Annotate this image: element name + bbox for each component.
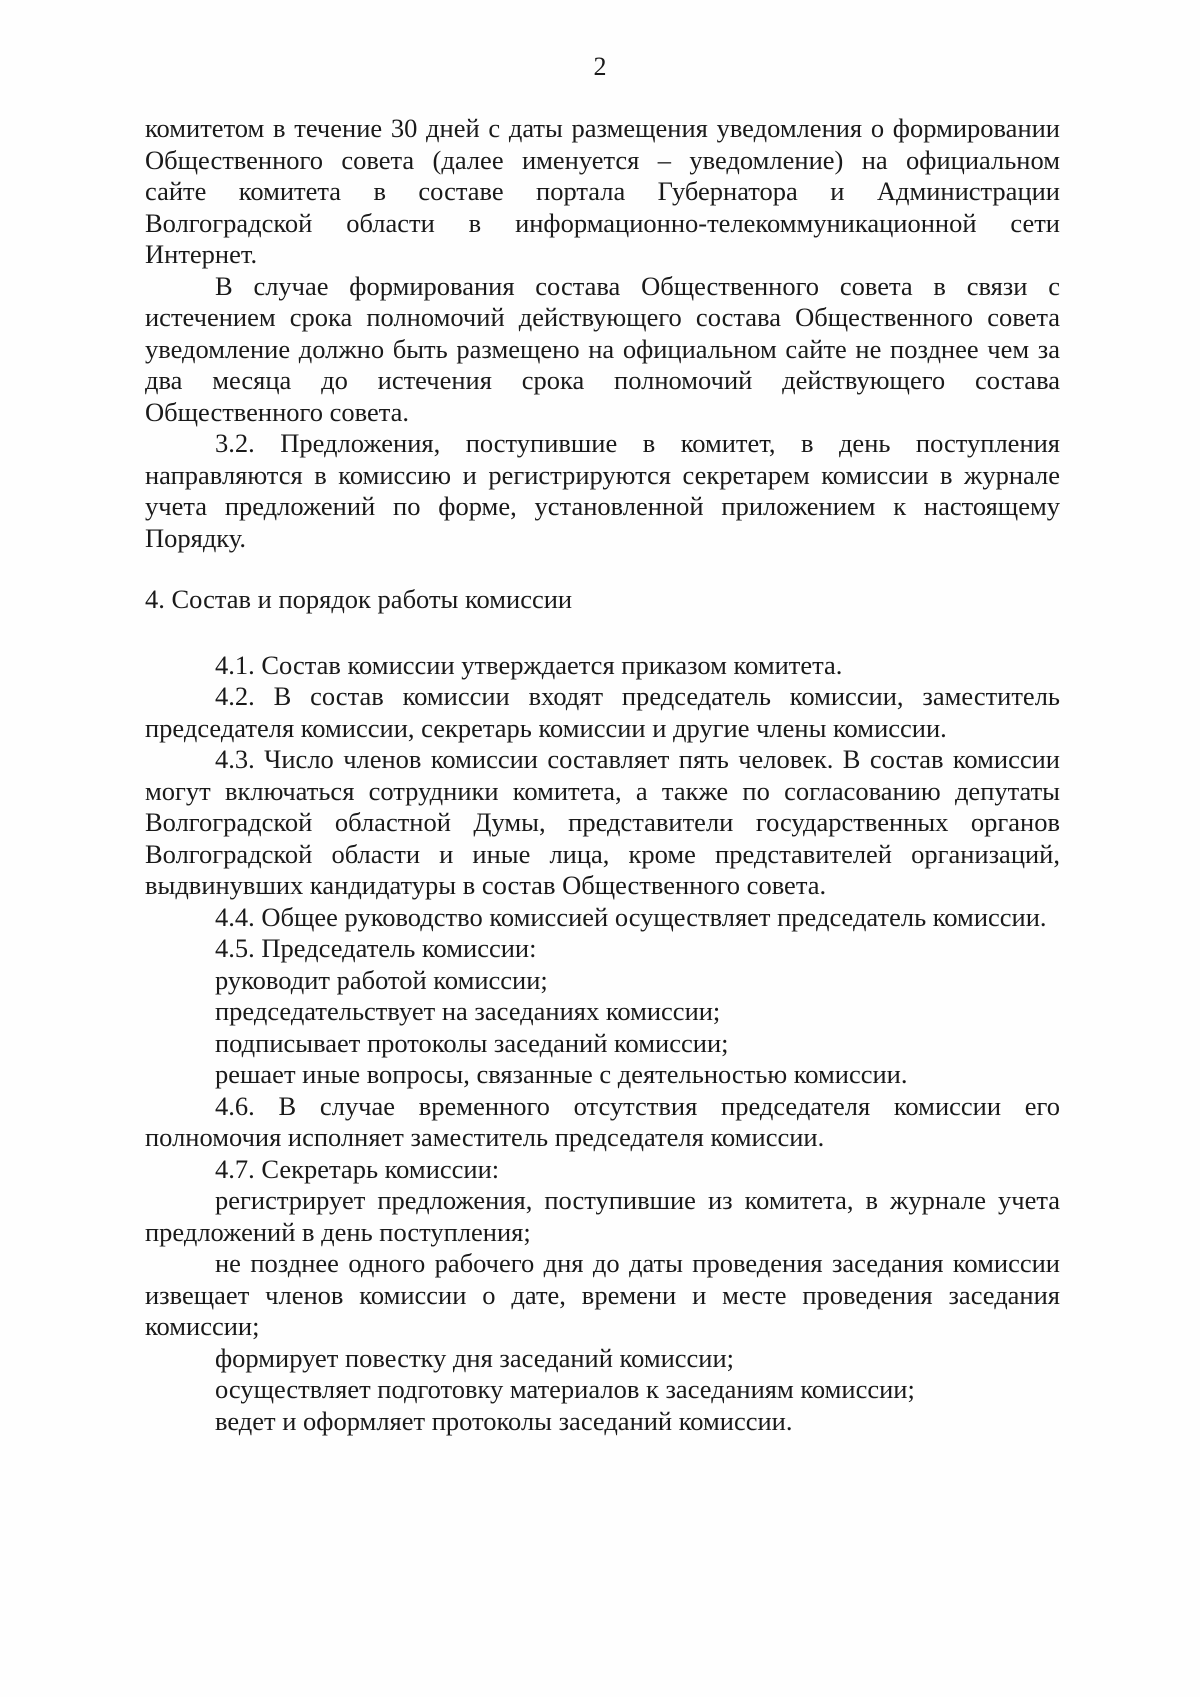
paragraph-4-2: 4.2. В состав комиссии входят председатель комиссии, заместитель председателя комиссии, секретарь комиссии и другие члены комиссии.: [145, 681, 1060, 743]
list-item: не позднее одного рабочего дня до даты проведения заседания комиссии извещает членов комиссии о дате, времени и месте проведения заседания комиссии;: [145, 1248, 1060, 1341]
list-item: председательствует на заседаниях комиссии;: [215, 996, 721, 1026]
paragraph-4-3: 4.3. Число членов комиссии составляет пять человек. В состав комиссии могут включаться сотрудники комитета, а также по согласованию депутаты Волгоградской областной Думы, представители государственных органов Волгоградской области и иные лица, кроме представителей организаций, выдвинувших кандидатуры в состав Общественного совета.: [145, 744, 1060, 900]
list-item: руководит работой комиссии;: [215, 964, 548, 995]
list-item: формирует повестку дня заседаний комиссии;: [215, 1342, 735, 1373]
paragraph-4-1: 4.1. Состав комиссии утверждается приказом комитета.: [215, 649, 843, 680]
list-item: регистрирует предложения, поступившие из комитета, в журнале учета предложений в день поступления;: [145, 1185, 1060, 1247]
list-item: решает иные вопросы, связанные с деятельностью комиссии.: [215, 1059, 908, 1089]
list-item: подписывает протоколы заседаний комиссии;: [215, 1027, 729, 1058]
paragraph-4-7: 4.7. Секретарь комиссии:: [215, 1153, 500, 1184]
paragraph-3-2: 3.2. Предложения, поступившие в комитет, в день поступления направляются в комиссию и регистрируются секретарем комиссии в журнале учета предложений по форме, установленной приложением к настоящему Порядку.: [145, 428, 1060, 553]
list-item: ведет и оформляет протоколы заседаний комиссии.: [215, 1405, 793, 1436]
paragraph-4-4: 4.4. Общее руководство комиссией осуществляет председатель комиссии.: [215, 901, 1047, 932]
page-number: 2: [593, 52, 607, 81]
paragraph-4-6: 4.6. В случае временного отсутствия председателя комиссии его полномочия исполняет заместитель председателя комиссии.: [145, 1090, 1060, 1152]
section-4-heading: 4. Состав и порядок работы комиссии: [145, 584, 573, 614]
list-item: осуществляет подготовку материалов к заседаниям комиссии;: [215, 1374, 915, 1404]
paragraph-4-5: 4.5. Председатель комиссии:: [215, 933, 537, 963]
document-body: [145, 113, 1060, 1437]
paragraph-council-formation: В случае формирования состава Общественного совета в связи с истечением срока полномочий действующего состава Общественного совета уведомление должно быть размещено на официальном сайте не позднее чем за два месяца до истечения срока полномочий действующего состава Общественного совета.: [145, 270, 1060, 427]
paragraph-continuation: комитетом в течение 30 дней с даты размещения уведомления о формировании Общественного совета (далее именуется – уведомление) на официальном сайте комитета в составе портала Губернатора и Администрации Волгоградской области в информационно-телекоммуникационной сети Интернет.: [145, 113, 1060, 269]
